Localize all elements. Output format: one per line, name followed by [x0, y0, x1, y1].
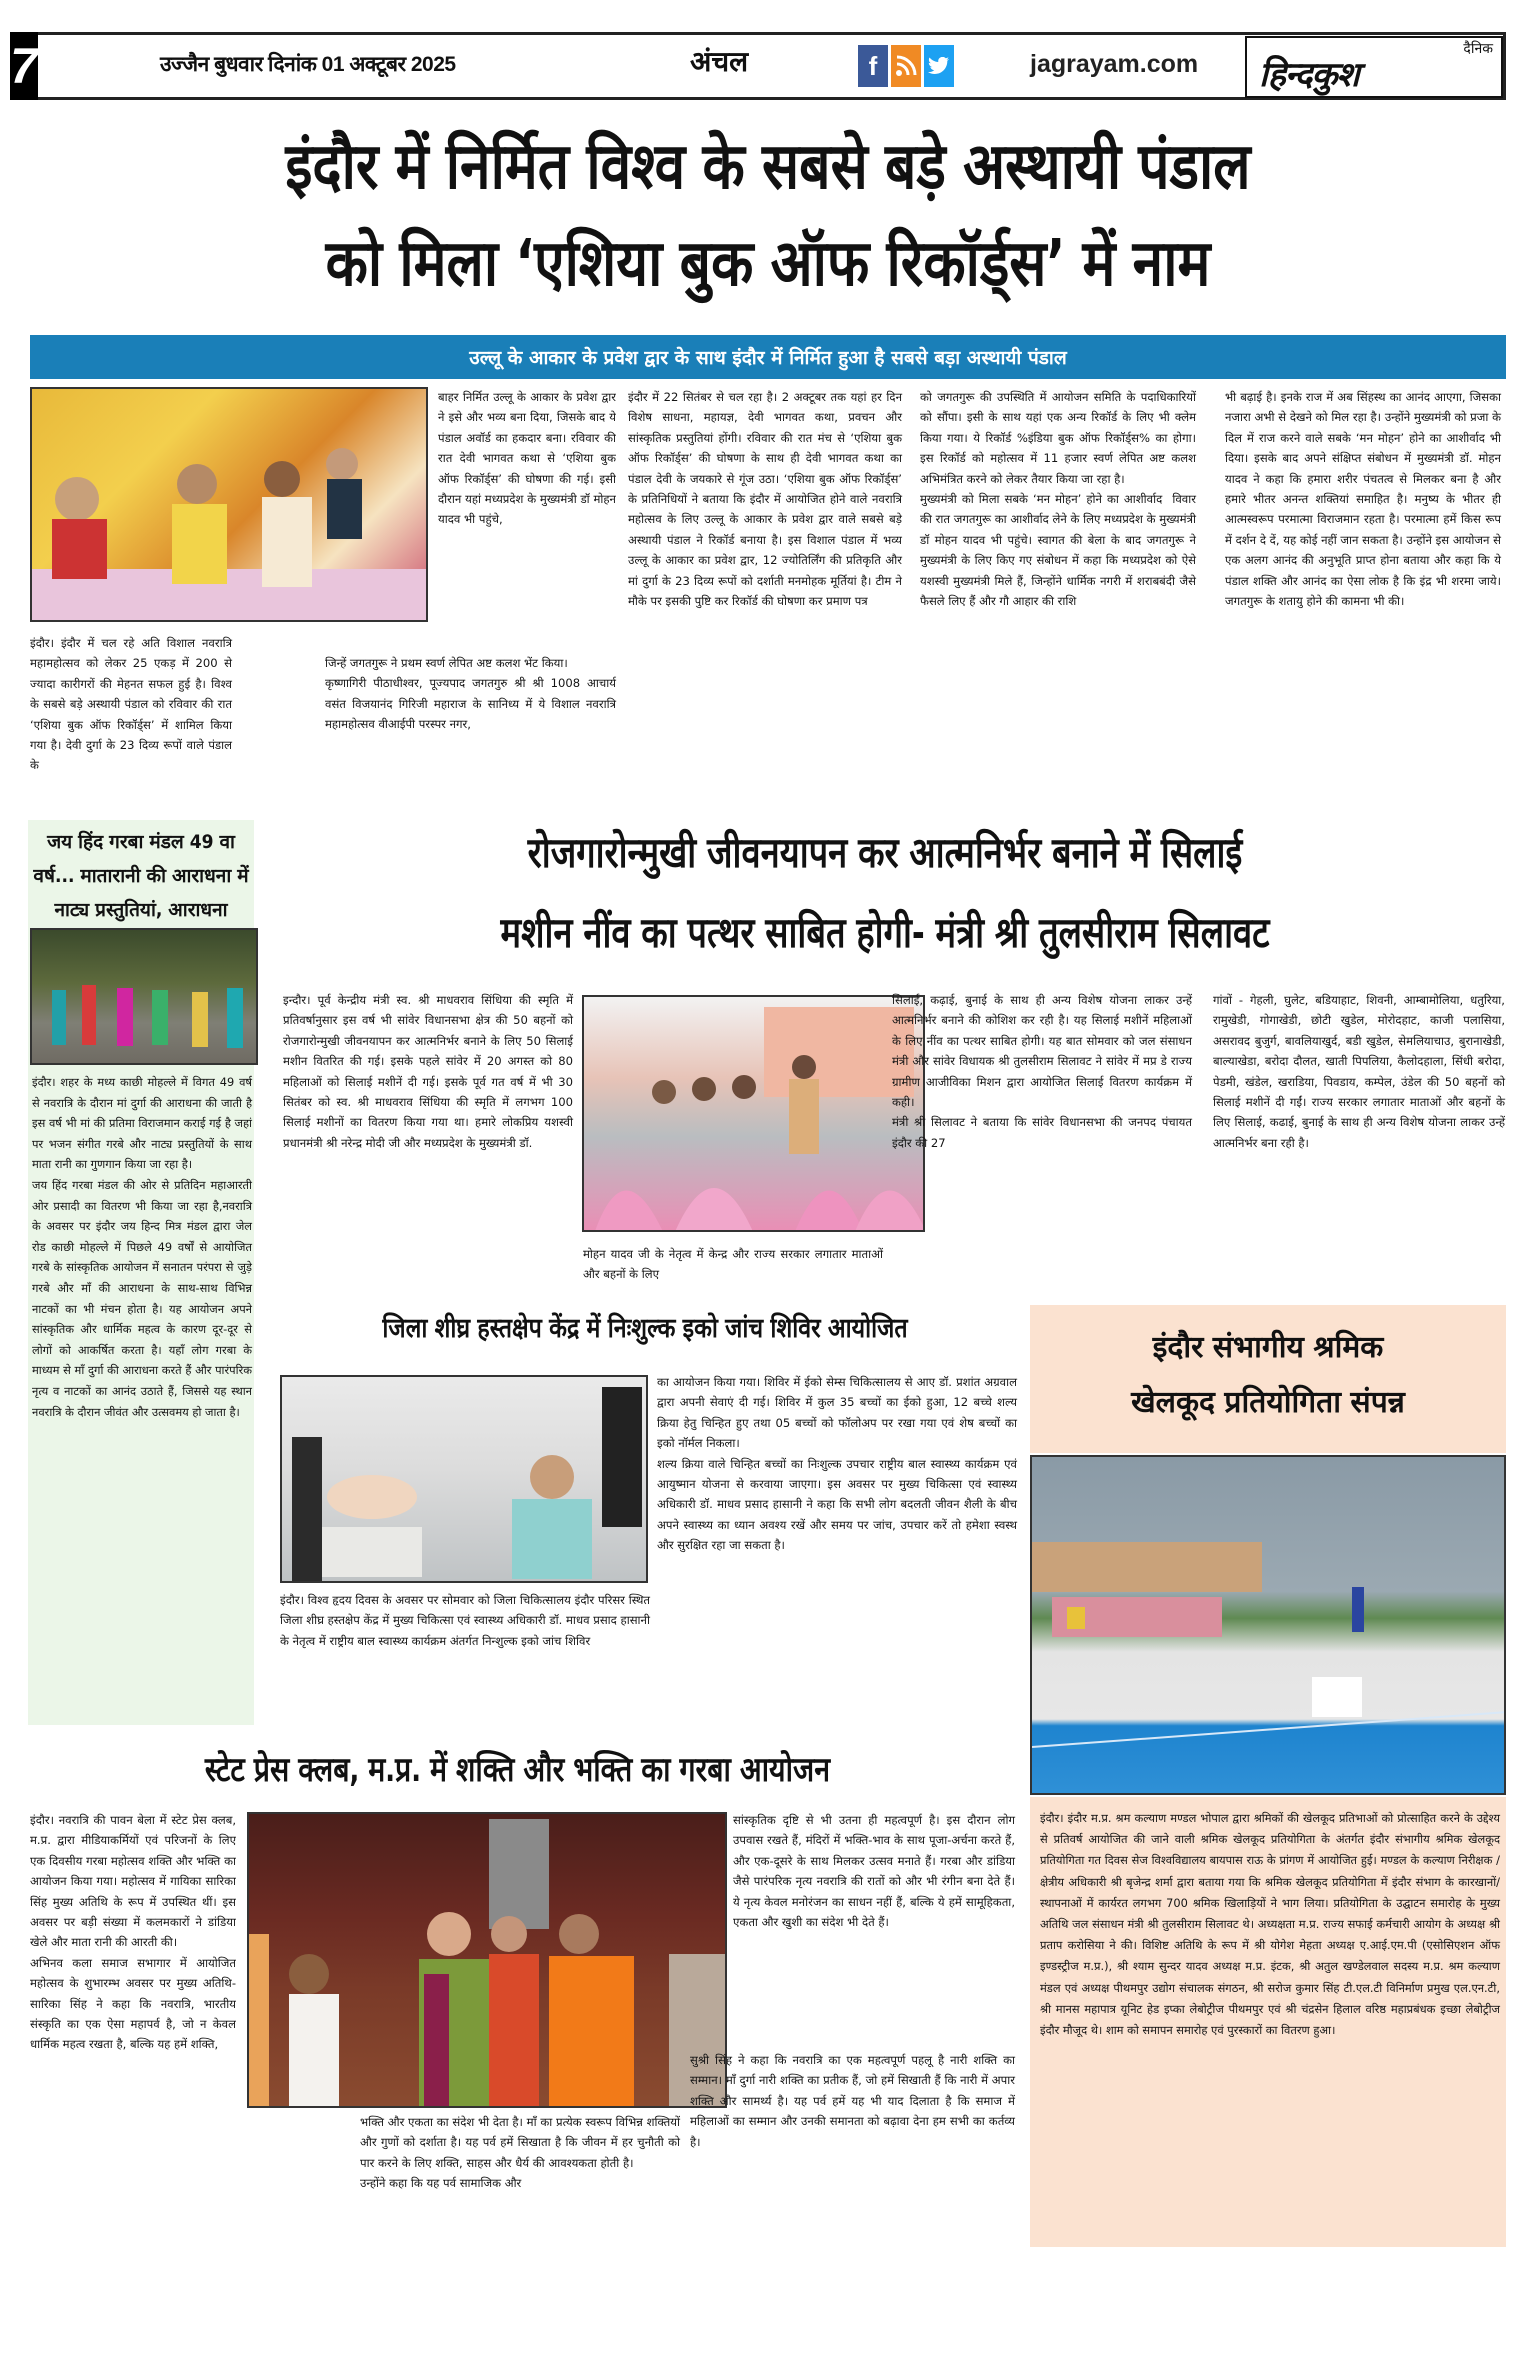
lead-column-2-bottom: जिन्हें जगतगुरू ने प्रथम स्वर्ण लेपित अष्ट कलश भेंट किया। कृष्णागिरी पीठाधीश्वर, पूज्यपाद जगतगुरु श्री श्री 1008 आचार्य वसंत विजयानंद गिरिजी महाराज के सानिध्य में ये विशाल नवरात्रि महामहोत्सव वीआईपी परस्पर नगर, — [325, 656, 616, 732]
echo-photo — [280, 1375, 648, 1583]
rss-icon[interactable] — [891, 45, 921, 87]
logo-small-text: दैनिक — [1463, 41, 1493, 57]
echo-headline: जिला शीघ्र हस्तक्षेप केंद्र में निःशुल्क इको जांच शिविर आयोजित — [382, 1313, 908, 1344]
logo-main-text: हिन्दकुश — [1259, 55, 1359, 95]
press-club-photo — [247, 1812, 727, 2108]
lead-headline-line2: को मिला ‘एशिया बुक ऑफ रिकॉर्ड्स’ में नाम — [325, 227, 1211, 301]
page-number: 7 — [10, 32, 38, 100]
echo-column-2: का आयोजन किया गया। शिविर में ईको सेम्स चिकित्सालय से आए डॉ. प्रशांत अग्रवाल द्वारा अपनी सेवाएं दी गई। शिविर में कुल 35 बच्चों का ईको हुआ, 12 बच्चे शल्य क्रिया हेतु चिन्हित हुए तथा 05 बच्चों को फॉलोअप पर रखा गया एवं शेष बच्चों का इको नॉर्मल निकला। शल्य क्रिया वाले चिन्हित बच्चों का निःशुल्क उपचार राष्ट्रीय बाल स्वास्थ्य कार्यक्रम एवं आयुष्मान योजना से करवाया जाएगा। इस अवसर पर मुख्य चिकित्सा एवं स्वास्थ्य अधिकारी डॉ. माधव प्रसाद हासानी ने कहा कि सभी लोग बदलती जीवन शैली के बीच अपने स्वास्थ्य का ध्यान अवश्य रखें और समय पर जांच, उपचार करें तो हमेशा स्वस्थ और सुरक्षित रहा जा सकता है। — [657, 1375, 1017, 1553]
lead-column-3: इंदौर में 22 सितंबर से चल रहा है। 2 अक्टूबर तक यहां हर दिन विशेष साधना, महायज्ञ, देवी भागवत कथा, प्रवचन और सांस्कृतिक प्रस्तुतियां होंगी। रविवार की रात मंच से ‘एशिया बुक ऑफ रिकॉर्ड्स’ की घोषणा के साथ ही देवी भागवत कथा का पंडाल देवी के जयकारे से गूंज उठा। ‘एशिया बुक ऑफ रिकॉर्ड्स’ के प्रतिनिधियों ने बताया कि इंदौर में आयोजित होने वाले नवरात्रि महोत्सव के लिए उल्लू के आकार के प्रवेश द्वार वाले सबसे बड़े अस्थायी पंडाल ने रिकॉर्ड बनाया है। इस विशाल पंडाल में भव्य उल्लू के आकार का प्रवेश द्वार, 12 ज्योतिर्लिंग की प्रतिकृति और मां दुर्गा के 23 दिव्य रूपों को दर्शाती मनमोहक मूर्तियां है। टीम ने मौके पर इसकी पुष्टि कर रिकॉर्ड की घोषणा कर प्रमाण पत्र — [628, 390, 902, 609]
lead-subheadline: उल्लू के आकार के प्रवेश द्वार के साथ इंदौर में निर्मित हुआ है सबसे बड़ा अस्थायी पंडाल — [30, 335, 1506, 379]
sports-photo — [1030, 1455, 1506, 1795]
section-name: अंचल — [690, 45, 749, 78]
website-link[interactable]: jagrayam.com — [1030, 50, 1199, 78]
press-club-column-3-top: सांस्कृतिक दृष्टि से भी उतना ही महत्वपूर्ण है। इस दौरान लोग उपवास रखते हैं, मंदिरों में भक्ति-भाव के साथ पूजा-अर्चना करते हैं, और एक-दूसरे के साथ मिलकर उत्सव मनाते हैं। गरबा और डांडिया जैसे पारंपरिक नृत्य नवरात्रि की रातों को और भी रंगीन बना देते हैं। ये नृत्य केवल मनोरंजन का साधन नहीं हैं, बल्कि ये हमें सामूहिकता, एकता और खुशी का संदेश भी देते हैं। — [733, 1813, 1015, 1930]
sports-headline-line1: इंदौर संभागीय श्रमिक — [1152, 1330, 1384, 1365]
sewing-photo — [582, 995, 925, 1232]
lead-headline-line1: इंदौर में निर्मित विश्व के सबसे बड़े अस्थायी पंडाल — [285, 130, 1251, 204]
dateline: उज्जैन बुधवार दिनांक 01 अक्टूबर 2025 — [160, 53, 456, 76]
twitter-icon[interactable] — [924, 45, 954, 87]
garba-body: इंदौर। शहर के मध्य काछी मोहल्ले में विगत 49 वर्ष से नवरात्रि के दौरान मां दुर्गा की आराधना की जाती है इस वर्ष भी मां की प्रतिमा विराजमान कराई गई है जहां पर भजन संगीत गरबे और नाट्य प्रस्तुतियों के साथ माता रानी का गुणगान किया जा रहा है। जय हिंद गरबा मंडल की ओर से प्रतिदिन महाआरती ओर प्रसादी का वितरण भी किया जा रहा है,नवरात्रि के अवसर पर इंदौर जय हिन्द मित्र मंडल द्वारा जेल रोड काछी मोहल्ले में पिछले 49 वर्षों से आयोजित गरबे के सांस्कृतिक आयोजन में सनातन परंपरा से जुड़े गरबे और माँ की आराधना के साथ-साथ विभिन्न नाटकों का भी मंचन होता है। यह आयोजन अपने सांस्कृतिक और धार्मिक महत्व के कारण दूर-दूर से लोगों को आकर्षित करता है। यहाँ लोग गरबा के माध्यम से माँ दुर्गा की आराधना करते हैं और पारंपरिक नृत्य व नाटकों का आनंद उठाते हैं, जिससे यह स्थान नवरात्रि के दौरान जीवंत और उत्सवमय हो जाता है। — [32, 1075, 252, 1419]
sports-body: इंदौर। इंदौर म.प्र. श्रम कल्याण मण्डल भोपाल द्वारा श्रमिकों की खेलकूद प्रतिभाओं को प्रोत्साहित करने के उद्देश्य से प्रतिवर्ष आयोजित की जाने वाली श्रमिक खेलकूद प्रतियोगिता के अंतर्गत इंदौर संभागीय श्रमिक खेलकूद प्रतियोगिता गत दिवस सेज विश्वविद्यालय बायपास राऊ के प्रांगण में आयोजित हुई। मण्डल के कल्याण निरीक्षक / क्षेत्रीय अधिकारी श्री बृजेन्द्र शर्मा द्वारा बताया गया कि श्रमिक खेलकूद प्रतियोगिता में इंदौर संभाग के कारखानों/ स्थापनाओं में कार्यरत लगभग 700 श्रमिक खिलाड़ियों ने भाग लिया। प्रतियोगिता के उद्घाटन समारोह के मुख्य अतिथि जल संसाधन मंत्री श्री तुलसीराम सिलावट थे। अध्यक्षता म.प्र. राज्य सफाई कर्मचारी आयोग के अध्यक्ष श्री प्रताप करोसिया ने की। विशिष्ट अतिथि के रूप में श्री योगेश मेहता अध्यक्ष ए.आई.एम.पी (एसोसिएशन ऑफ इण्डस्ट्रीज म.प्र.), श्री श्याम सुन्दर यादव अध्यक्ष म.प्र. इंटक, श्री अतुल खण्डेलवाल सदस्य म.प्र. श्रम कल्याण मंडल एवं अध्यक्ष पीथमपुर उद्योग संचालक संगठन, श्री सरोज कुमार सिंह टी.एल.टी विनिर्माण प्रमुख एल.एन.टी, श्री मानस महापात्र यूनिट हेड इप्का लेबोट्रीज पीथमपुर एवं श्री चंद्रसेन हिलाल वरिष्ठ महाप्रबंधक इच्छा लेबोट्रीज इंदौर मौजूद थे। शाम को समापन समारोह एवं पुरस्कारों का वितरण हुआ। — [1040, 1811, 1500, 2038]
garba-photo — [30, 928, 258, 1065]
facebook-icon[interactable]: f — [858, 45, 888, 87]
press-club-column-2: भक्ति और एकता का संदेश भी देता है। माँ का प्रत्येक स्वरूप विभिन्न शक्तियों और गुणों को दर्शाता है। यह पर्व हमें सिखाता है कि जीवन में हर चुनौती को पार करने के लिए शक्ति, साहस और धैर्य की आवश्यकता होती है। उन्होंने कहा कि यह पर्व सामाजिक और — [360, 2115, 680, 2191]
press-club-column-1: इंदौर। नवरात्रि की पावन बेला में स्टेट प्रेस क्लब, म.प्र. द्वारा मीडियाकर्मियों एवं परिजनों के लिए एक दिवसीय गरबा महोत्सव शक्ति और भक्ति का आयोजन किया गया। महोत्सव में गायिका सारिका सिंह मुख्य अतिथि के रूप में उपस्थित थीं। इस अवसर पर बड़ी संख्या में कलमकारों ने डांडिया खेले और माता रानी की आरती की। अभिनव कला समाज सभागार में आयोजित महोत्सव के शुभारम्भ अवसर पर मुख्य अतिथि-सारिका सिंह ने कहा कि नवरात्रि, भारतीय संस्कृति का एक ऐसा महापर्व है, जो न केवल धार्मिक महत्व रखता है, बल्कि यह हमें शक्ति, — [30, 1813, 236, 2052]
newspaper-logo — [1245, 36, 1503, 98]
garba-headline: जय हिंद गरबा मंडल 49 वा वर्ष... मातारानी की आराधना में नाट्य प्रस्तुतियां, आराधना — [33, 831, 249, 921]
lead-photo — [30, 387, 428, 622]
lead-column-5: भी बढ़ाई है। इनके राज में अब सिंहस्थ का आनंद आएगा, जिसका नजारा अभी से देखने को मिल रहा है। उन्होंने मुख्यमंत्री को प्रजा के दिल में राज करने वाले सबके ‘मन मोहन’ होने का आशीर्वाद भी दिया। इसके बाद अपने संक्षिप्त संबोधन में मुख्यमंत्री डॉ. मोहन यादव ने कहा कि हमारा शरीर पंचतत्व से मिलकर बना है और हमारे भीतर अनन्त शक्तियां समाहित है। मनुष्य के भीतर ही आत्मस्वरूप परमात्मा विराजमान रहता है। परमात्मा हमें किस रूप में दर्शन दे दें, यह कोई नहीं जान सकता है। उन्होंने इस आयोजन से एक अलग आनंद की अनुभूति प्राप्त होना बताया और कहा कि ये पंडाल शक्ति और आनंद का ऐसा लोक है कि इंद्र भी शरमा जाये। जगतगुरू के शतायु होने की कामना भी की। — [1225, 390, 1501, 609]
sewing-column-3: गांवों - गेहली, घुलेट, बडियाहाट, शिवनी, आम्बामोलिया, धतुरिया, रामुखेडी, गोगाखेडी, छोटी खुडेल, मोरोदहाट, काजी पलासिया, असरावद बुजुर्ग, बावलियाखुर्द, बडी खुडेल, सेमलियाचाउ, बुरानाखेडी, बाल्याखेडा, बरोदा दौलत, खाती पिपलिया, कैलोदहाला, सिंधी बरोदा, पेडमी, खंडेल, खराडिया, पिवडाय, कम्पेल, उंडेल की 50 बहनों को सिलाई मशीनें दी गईं। राज्य सरकार लगातार माताओं और बहनों के लिए सिलाई, कढाई, बुनाई के साथ ही अन्य विशेष योजना लाकर उन्हें आत्मनिर्भर बना रही है। — [1213, 993, 1505, 1150]
lead-column-2: बाहर निर्मित उल्लू के आकार के प्रवेश द्वार ने इसे और भव्य बना दिया, जिसके बाद ये पंडाल अवॉर्ड का हकदार बना। रविवार की रात देवी भागवत कथा से ‘एशिया बुक ऑफ रिकॉर्ड्स’ की घोषणा की गई। इसी दौरान यहां मध्यप्रदेश के मुख्यमंत्री डॉ मोहन यादव भी पहुंचे, — [438, 390, 616, 527]
press-club-headline: स्टेट प्रेस क्लब, म.प्र. में शक्ति और भक्ति का गरबा आयोजन — [204, 1750, 831, 1790]
sewing-headline-line1: रोजगारोन्मुखी जीवनयापन कर आत्मनिर्भर बनाने में सिलाई — [527, 828, 1243, 877]
lead-column-1: इंदौर। इंदौर में चल रहे अति विशाल नवरात्रि महामहोत्सव को लेकर 25 एकड़ में 200 से ज्यादा कारीगरों की मेहनत सफल हुई है। विश्व के सबसे बड़े अस्थायी पंडाल को रविवार की रात ‘एशिया बुक ऑफ रिकॉर्ड्स’ में शामिल किया गया है। देवी दुर्गा के 23 दिव्य रूपों वाले पंडाल के — [30, 636, 232, 773]
sewing-headline-line2: मशीन नींव का पत्थर साबित होगी- मंत्री श्री तुलसीराम सिलावट — [500, 908, 1270, 957]
sports-headline-line2: खेलकूद प्रतियोगिता संपन्न — [1131, 1385, 1405, 1420]
sewing-photo-caption: मोहन यादव जी के नेतृत्व में केन्द्र और राज्य सरकार लगातार माताओं और बहनों के लिए — [583, 1247, 883, 1282]
press-club-column-3-bottom: सुश्री सिंह ने कहा कि नवरात्रि का एक महत्वपूर्ण पहलू है नारी शक्ति का सम्मान। माँ दुर्गा नारी शक्ति का प्रतीक हैं, जो हमें सिखाती हैं कि नारी में अपार शक्ति और सामर्थ्य है। यह पर्व हमें यह भी याद दिलाता है कि समाज में महिलाओं का सम्मान और उनकी समानता को बढ़ावा देना हम सभी का कर्तव्य है। — [690, 2053, 1015, 2149]
sewing-column-2: सिलाई, कढ़ाई, बुनाई के साथ ही अन्य विशेष योजना लाकर उन्हें आत्मनिर्भर बनाने की कोशिश कर रही है। यह सिलाई मशीनें महिलाओं के लिए नींव का पत्थर साबित होगी। यह बात सोमवार को जल संसाधन मंत्री और सांवेर विधायक श्री तुलसीराम सिलावट ने सांवेर में मप्र डे राज्य ग्रामीण आजीविका मिशन द्वारा आयोजित सिलाई वितरण कार्यक्रम में कही। मंत्री श्री सिलावट ने बताया कि सांवेर विधानसभा की जनपद पंचायत इंदौर की 27 — [892, 993, 1192, 1150]
lead-column-4: को जगतगुरू की उपस्थिति में आयोजन समिति के पदाधिकारियों को सौंपा। इसी के साथ यहां एक अन्य रिकॉर्ड के लिए भी क्लेम किया गया। ये रिकॉर्ड %इंडिया बुक ऑफ रिकॉर्ड्स% का होगा। इस रिकॉर्ड को महोत्सव में 11 हजार स्वर्ण लेपित अष्ट कलश अभिमंत्रित करने को लेकर तैयार किया जा रहा है। मुख्यमंत्री को मिला सबके ‘मन मोहन’ होने का आशीर्वाद विवार की रात जगतगुरू का आशीर्वाद लेने के लिए मध्यप्रदेश के मुख्यमंत्री डॉ मोहन यादव भी पहुंचे। स्वागत की बेला के बाद जगतगुरू ने मुख्यमंत्री के लिए किए गए संबोधन में कहा कि मध्यप्रदेश को ऐसे यशस्वी मुख्यमंत्री मिले हैं, जिन्होंने धार्मिक नगरी में शराबबंदी जैसे फैसले लिए हैं और गौ आहार की राशि — [920, 390, 1196, 609]
sewing-column-1: इन्दौर। पूर्व केन्द्रीय मंत्री स्व. श्री माधवराव सिंधिया की स्मृति में प्रतिवर्षानुसार इस वर्ष भी सांवेर विधानसभा क्षेत्र की 50 बहनों को रोजगारोन्मुखी जीवनयापन कर आत्मनिर्भर बनाने के लिए 50 सिलाई मशीन वितरित की गई। इसके पहले सांवेर में 20 अगस्त को 80 महिलाओं को सिलाई मशीनें दी गई। इसके पूर्व गत वर्ष में भी 30 सितंबर को स्व. श्री माधवराव सिंधिया की स्मृति में लगभग 100 सिलाई मशीनों का वितरण किया गया था। हमारे लोकप्रिय यशस्वी प्रधानमंत्री श्री नरेन्द्र मोदी जी और मध्यप्रदेश के मुख्यमंत्री डॉ. — [283, 993, 573, 1150]
echo-column-1: इंदौर। विश्व हृदय दिवस के अवसर पर सोमवार को जिला चिकित्सालय इंदौर परिसर स्थित जिला शीघ्र हस्तक्षेप केंद्र में मुख्य चिकित्सा एवं स्वास्थ्य अधिकारी डॉ. माधव प्रसाद हासानी के नेतृत्व में राष्ट्रीय बाल स्वास्थ्य कार्यक्रम अंतर्गत निन्शुल्क इको जांच शिविर — [280, 1593, 650, 1648]
